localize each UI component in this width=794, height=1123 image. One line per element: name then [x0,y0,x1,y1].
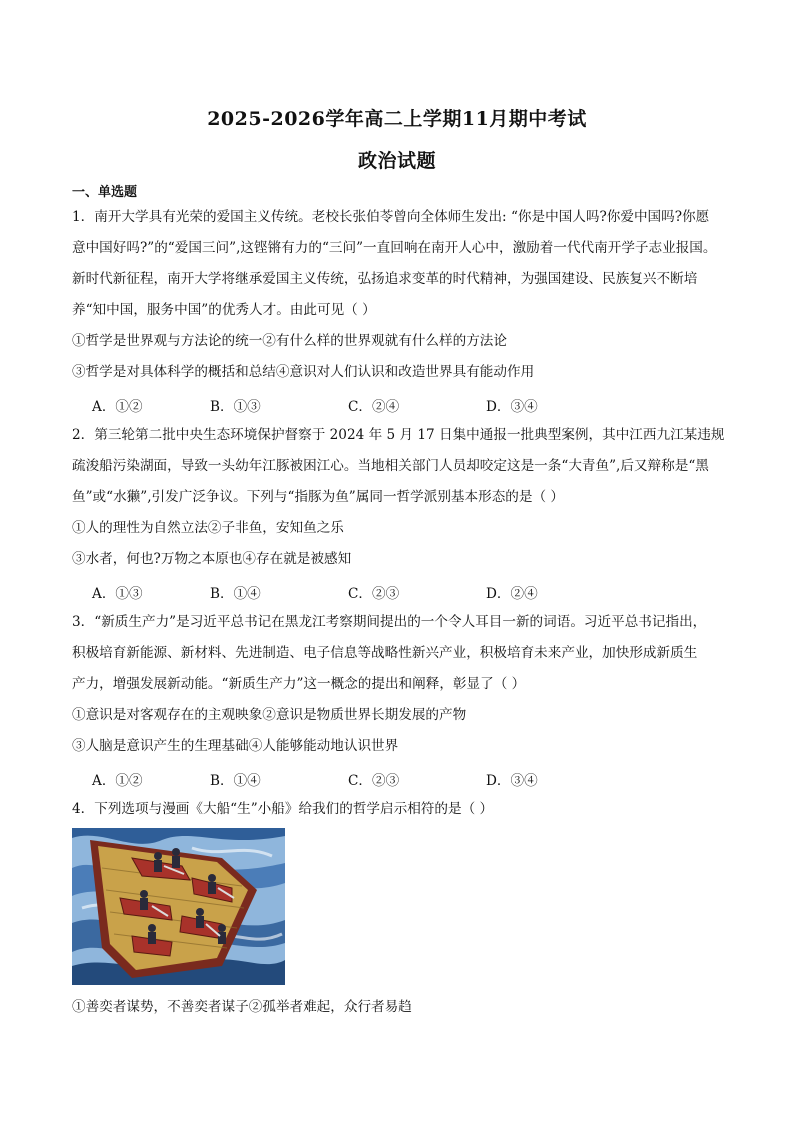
question-3-statement: ①意识是对客观存在的主观映象②意识是物质世界长期发展的产物 [72,707,467,723]
question-3-statement: ③人脑是意识产生的生理基础④人能够能动地认识世界 [72,738,399,754]
question-1-statement: ③哲学是对具体科学的概括和总结④意识对人们认识和改造世界具有能动作用 [72,364,535,380]
question-1-statement: ①哲学是世界观与方法论的统一②有什么样的世界观就有什么样的方法论 [72,333,507,349]
option-d[interactable]: D．③④ [486,773,538,789]
exam-subject: 政治试题 [357,150,436,172]
question-1-options [92,395,652,415]
option-c[interactable]: C．②③ [348,586,400,602]
option-b[interactable]: B．①④ [210,586,261,602]
question-2-line: 疏浚船污染湖面，导致一头幼年江豚被困江心。当地相关部门人员却咬定这是一条“大青鱼”,后又辩称是“黑 [72,458,709,474]
option-d[interactable]: D．③④ [486,399,538,415]
exam-title: 2025-2026学年高二上学期11月期中考试 [207,108,587,130]
question-3-line: 3．“新质生产力”是习近平总书记在黑龙江考察期间提出的一个令人耳目一新的词语。习近平总书记指出， [72,614,707,630]
question-4-line: 4．下列选项与漫画《大船“生”小船》给我们的哲学启示相符的是（ ） [72,801,494,817]
option-d[interactable]: D．②④ [486,586,538,602]
option-a[interactable]: A．①③ [92,586,143,602]
question-2-options [92,582,652,602]
option-c[interactable]: C．②④ [348,399,400,415]
option-a[interactable]: A．①② [92,773,143,789]
question-3-line: 积极培育新能源、新材料、先进制造、电子信息等战略性新兴产业，积极培育未来产业，加快形成新质生 [72,645,698,661]
question-1-line: 意中国好吗?”的“爱国三问”,这铿锵有力的“三问”一直回响在南开人心中，激励着一代代南开学子志业报国。 [72,240,717,256]
question-2-statement: ③水者，何也?万物之本原也④存在就是被感知 [72,551,352,567]
question-1-line: 养“知中国，服务中国”的优秀人才。由此可见（ ） [72,302,376,318]
option-b[interactable]: B．①③ [210,399,261,415]
question-2-line: 2．第三轮第二批中央生态环境保护督察于 2024 年 5 月 17 日集中通报一批典型案例，其中江西九江某违规 [72,427,725,443]
option-a[interactable]: A．①② [92,399,143,415]
question-4-statement: ①善奕者谋势，不善奕者谋子②孤举者难起，众行者易趋 [72,999,412,1015]
option-b[interactable]: B．①④ [210,773,261,789]
cartoon-image [72,828,285,985]
question-1-line: 1．南开大学具有光荣的爱国主义传统。老校长张伯苓曾向全体师生发出: “你是中国人吗?你爱中国吗?你愿 [72,209,710,225]
question-3-line: 产力，增强发展新动能。“新质生产力”这一概念的提出和阐释，彰显了（ ） [72,676,526,692]
question-2-line: 鱼”或“水獭”,引发广泛争议。下列与“指豚为鱼”属同一哲学派别基本形态的是（ ） [72,489,564,505]
option-c[interactable]: C．②③ [348,773,400,789]
question-2-statement: ①人的理性为自然立法②子非鱼，安知鱼之乐 [72,520,344,536]
question-3-options [92,769,652,789]
question-1-line: 新时代新征程，南开大学将继承爱国主义传统，弘扬追求变革的时代精神，为强国建设、民族复兴不断培 [72,271,698,287]
section-heading: 一、单选题 [72,185,138,200]
